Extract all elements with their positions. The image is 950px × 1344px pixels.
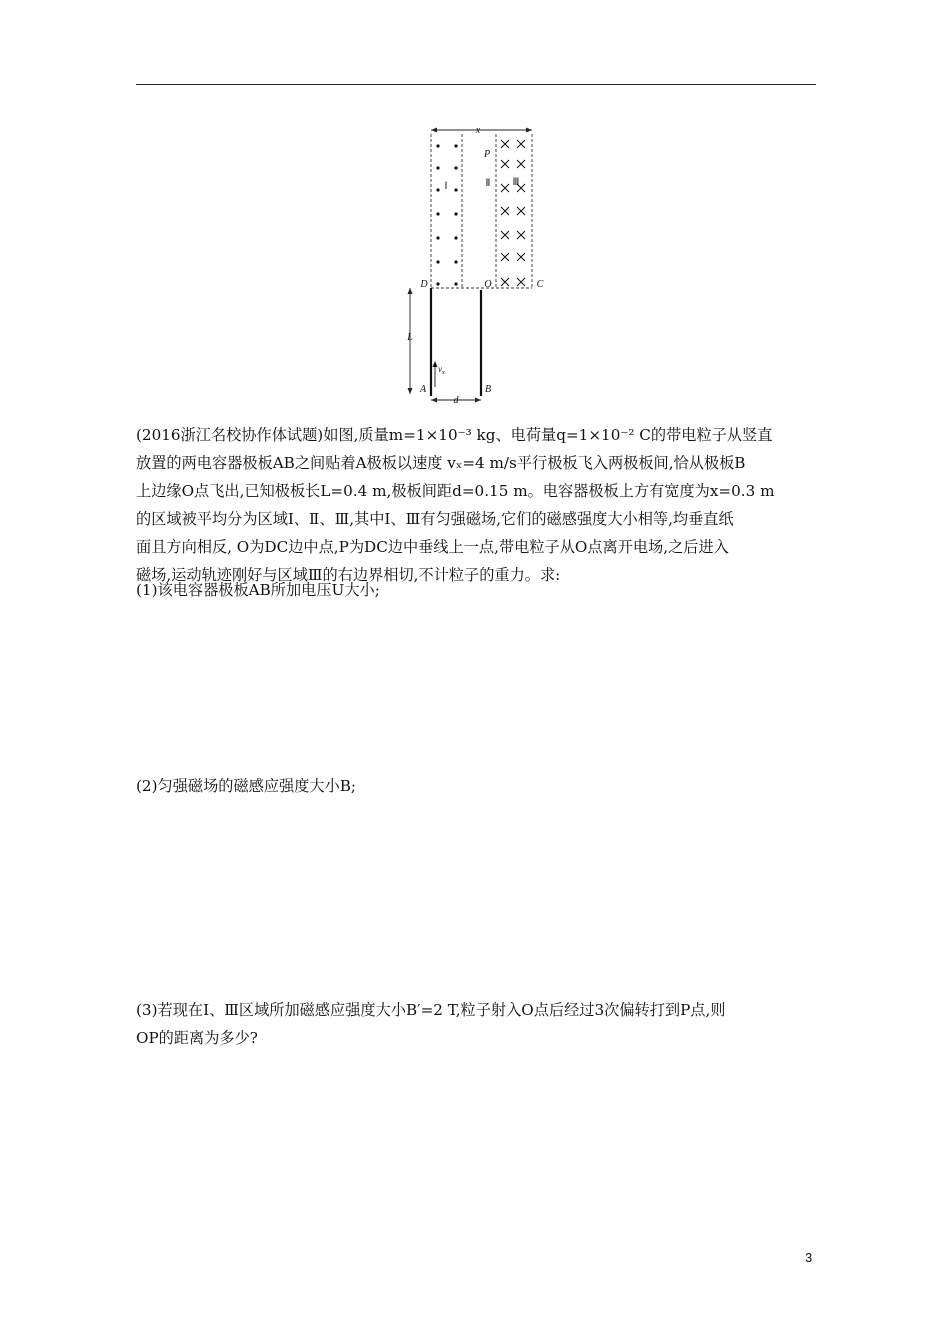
b-label: B [484, 384, 492, 395]
region-1-label: Ⅰ [444, 181, 448, 192]
l-label: L [407, 332, 413, 343]
question-3 [136, 996, 820, 1052]
question-3-line: OP的距离为多少? [136, 1029, 258, 1047]
question-1-text: (1)该电容器极板AB所加电压U大小; [136, 581, 380, 599]
p-label: P [483, 149, 491, 160]
d-dim-label: d [453, 395, 459, 406]
d-corner-label: D [420, 279, 428, 290]
region-2-label: Ⅱ [485, 178, 491, 189]
o-label: O [484, 279, 492, 290]
x-label: x [475, 125, 481, 136]
header-rule [136, 84, 816, 85]
problem-intro [136, 421, 820, 589]
velocity-label: $v_x$ [438, 364, 445, 376]
intro-line: 磁场,运动轨迹刚好与区域Ⅲ的右边界相切,不计粒子的重力。求: [136, 566, 561, 584]
region-3-label: Ⅲ [512, 177, 520, 188]
figure [400, 122, 560, 412]
question-2 [136, 772, 820, 800]
region-3-crosses [501, 140, 525, 286]
question-3-line: (3)若现在Ⅰ、Ⅲ区域所加磁感应强度大小B′=2 T,粒子射入O点后经过3次偏转打到P点,则 [136, 1001, 726, 1019]
intro-line: 上边缘O点飞出,已知极板长L=0.4 m,极板间距d=0.15 m。电容器极板上方有宽度为x=0.3 m [136, 482, 775, 500]
question-1 [136, 576, 820, 604]
intro-line: 面且方向相反, O为DC边中点,P为DC边中垂线上一点,带电粒子从O点离开电场,之后进入 [136, 538, 729, 556]
question-2-text: (2)匀强磁场的磁感应强度大小B; [136, 777, 357, 795]
intro-line: 的区域被平均分为区域Ⅰ、Ⅱ、Ⅲ,其中Ⅰ、Ⅲ有匀强磁场,它们的磁感强度大小相等,均垂直纸 [136, 510, 734, 528]
a-label: A [419, 384, 427, 395]
intro-line: (2016浙江名校协作体试题)如图,质量m=1×10⁻³ kg、电荷量q=1×10⁻² C的带电粒子从竖直 [136, 426, 773, 444]
region-1-dots [436, 144, 457, 285]
intro-line: 放置的两电容器极板AB之间贴着A极板以速度 vₓ=4 m/s平行极板飞入两极板间,恰从极板B [136, 454, 746, 472]
c-label: C [536, 279, 544, 290]
page-number: 3 [805, 1250, 813, 1265]
